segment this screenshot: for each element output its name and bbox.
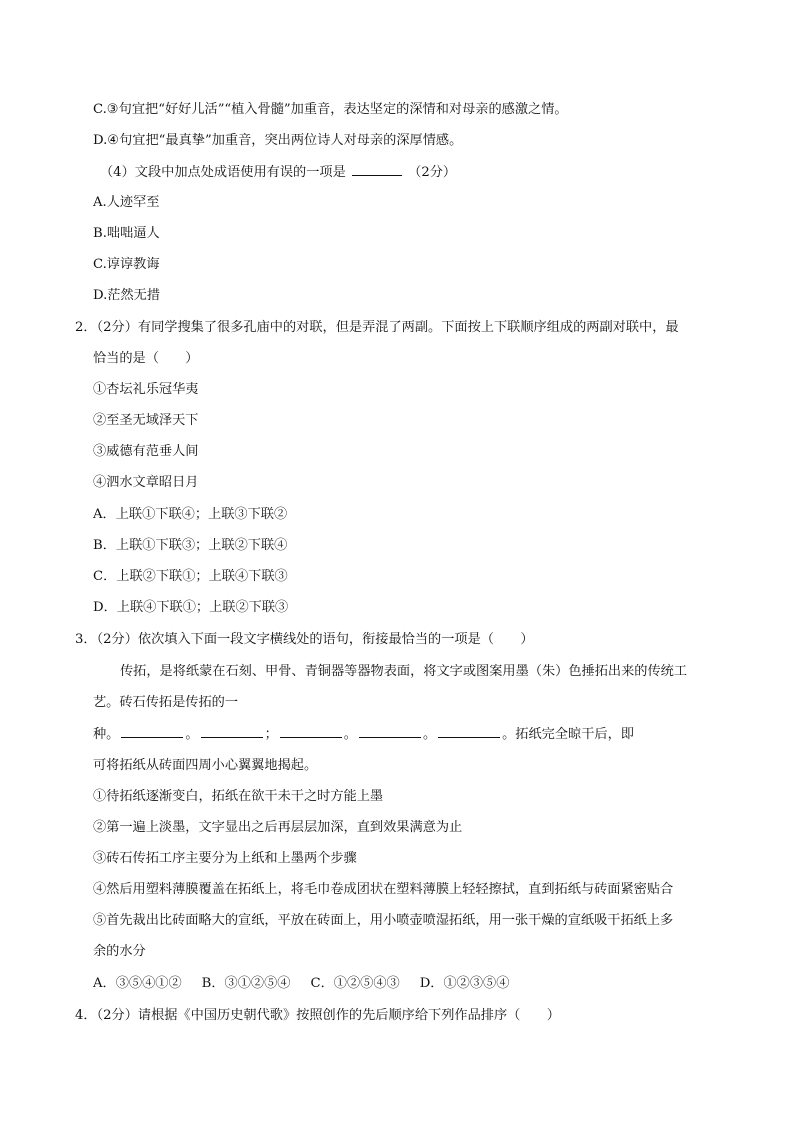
passage-line3: [93, 725, 634, 744]
idiom-option-a: A.人迹罕至: [93, 195, 160, 210]
q3-options: [93, 975, 509, 993]
sentence-4: ④然后用塑料薄膜覆盖在拓纸上，将毛巾卷成团状在塑料薄膜上轻轻擦拭，直到拓纸与砖面紧密贴合: [93, 882, 674, 897]
sentence-2: ②第一遍上淡墨，文字显出之后再层层加深，直到效果满意为止: [93, 820, 463, 835]
question-4-line1: 4．（2分）请根据《中国历史朝代歌》按照创作的先后顺序给下列作品排序（ ）: [75, 1008, 560, 1023]
passage-text: 。: [185, 727, 199, 742]
fill-blank-3: [280, 725, 342, 738]
option-c-line: C.③句宜把“好好儿活”“植入骨髓”加重音，表达坚定的深情和对母亲的感激之情。: [93, 102, 568, 117]
passage-line4: 可将拓纸从砖面四周小心翼翼地揭起。: [93, 758, 318, 773]
q3-option-b: B．③①②⑤④: [201, 976, 291, 991]
idiom-option-c: C.谆谆教诲: [93, 257, 160, 272]
fill-blank-5: [438, 725, 500, 738]
idiom-option-d: D.茫然无措: [93, 288, 161, 303]
couplet-3: ③威德有范垂人间: [93, 444, 199, 459]
answer-blank: [352, 163, 402, 176]
q3-option-c: C．①②⑤④③: [310, 976, 400, 991]
passage-text: 种。: [93, 727, 120, 742]
idiom-option-b: B.咄咄逼人: [93, 226, 160, 241]
question-4-sub: [100, 163, 456, 182]
sentence-3: ③砖石传拓工序主要分为上纸和上墨两个步骤: [93, 851, 357, 866]
question-2-line2: 恰当的是（ ）: [93, 351, 199, 366]
passage-text: 。: [422, 727, 437, 742]
q2-option-a: A．上联①下联④；上联③下联②: [93, 507, 288, 522]
question-2-line1: 2．（2分）有同学搜集了很多孔庙中的对联，但是弄混了两副。下面按上下联顺序组成的两副对联中，最: [75, 320, 679, 335]
fill-blank-4: [359, 725, 421, 738]
couplet-1: ①杏坛礼乐冠华夷: [93, 382, 199, 397]
fill-blank-1: [121, 725, 183, 738]
q3-option-d: D．①②③⑤④: [419, 976, 510, 991]
passage-text: ；: [264, 727, 278, 742]
sentence-5-line1: ⑤首先裁出比砖面略大的宣纸，平放在砖面上，用小喷壶喷湿拓纸，用一张干燥的宣纸吸干拓纸上多: [93, 913, 674, 928]
couplet-2: ②至圣无域泽天下: [93, 413, 199, 428]
score-label: （2分）: [408, 165, 457, 180]
option-d-line: D.④句宜把“最真挚”加重音，突出两位诗人对母亲的深厚情感。: [93, 133, 463, 148]
q2-option-c: C．上联②下联①；上联④下联③: [93, 569, 288, 584]
question-3-line1: 3．（2分）依次填入下面一段文字横线处的语句，衔接最恰当的一项是（ ）: [75, 632, 534, 647]
q3-option-a: A．③⑤④①②: [93, 976, 182, 991]
passage-line1: 传拓，是将纸蒙在石刻、甲骨、青铜器等器物表面，将文字或图案用墨（朱）色捶拓出来的传统工: [120, 664, 688, 679]
passage-text: 。: [343, 727, 357, 742]
couplet-4: ④泗水文章昭日月: [93, 475, 199, 490]
passage-line2: 艺。砖石传拓是传拓的一: [93, 695, 239, 710]
q2-option-d: D．上联④下联①；上联②下联③: [93, 600, 289, 615]
passage-text: 。拓纸完全晾干后，即: [502, 727, 634, 742]
question-text: （4）文段中加点处成语使用有误的一项是: [100, 165, 346, 180]
q2-option-b: B．上联①下联③；上联②下联④: [93, 538, 288, 553]
fill-blank-2: [201, 725, 263, 738]
sentence-5-line2: 余的水分: [93, 944, 146, 959]
sentence-1: ①待拓纸逐渐变白，拓纸在欲干未干之时方能上墨: [93, 789, 384, 804]
